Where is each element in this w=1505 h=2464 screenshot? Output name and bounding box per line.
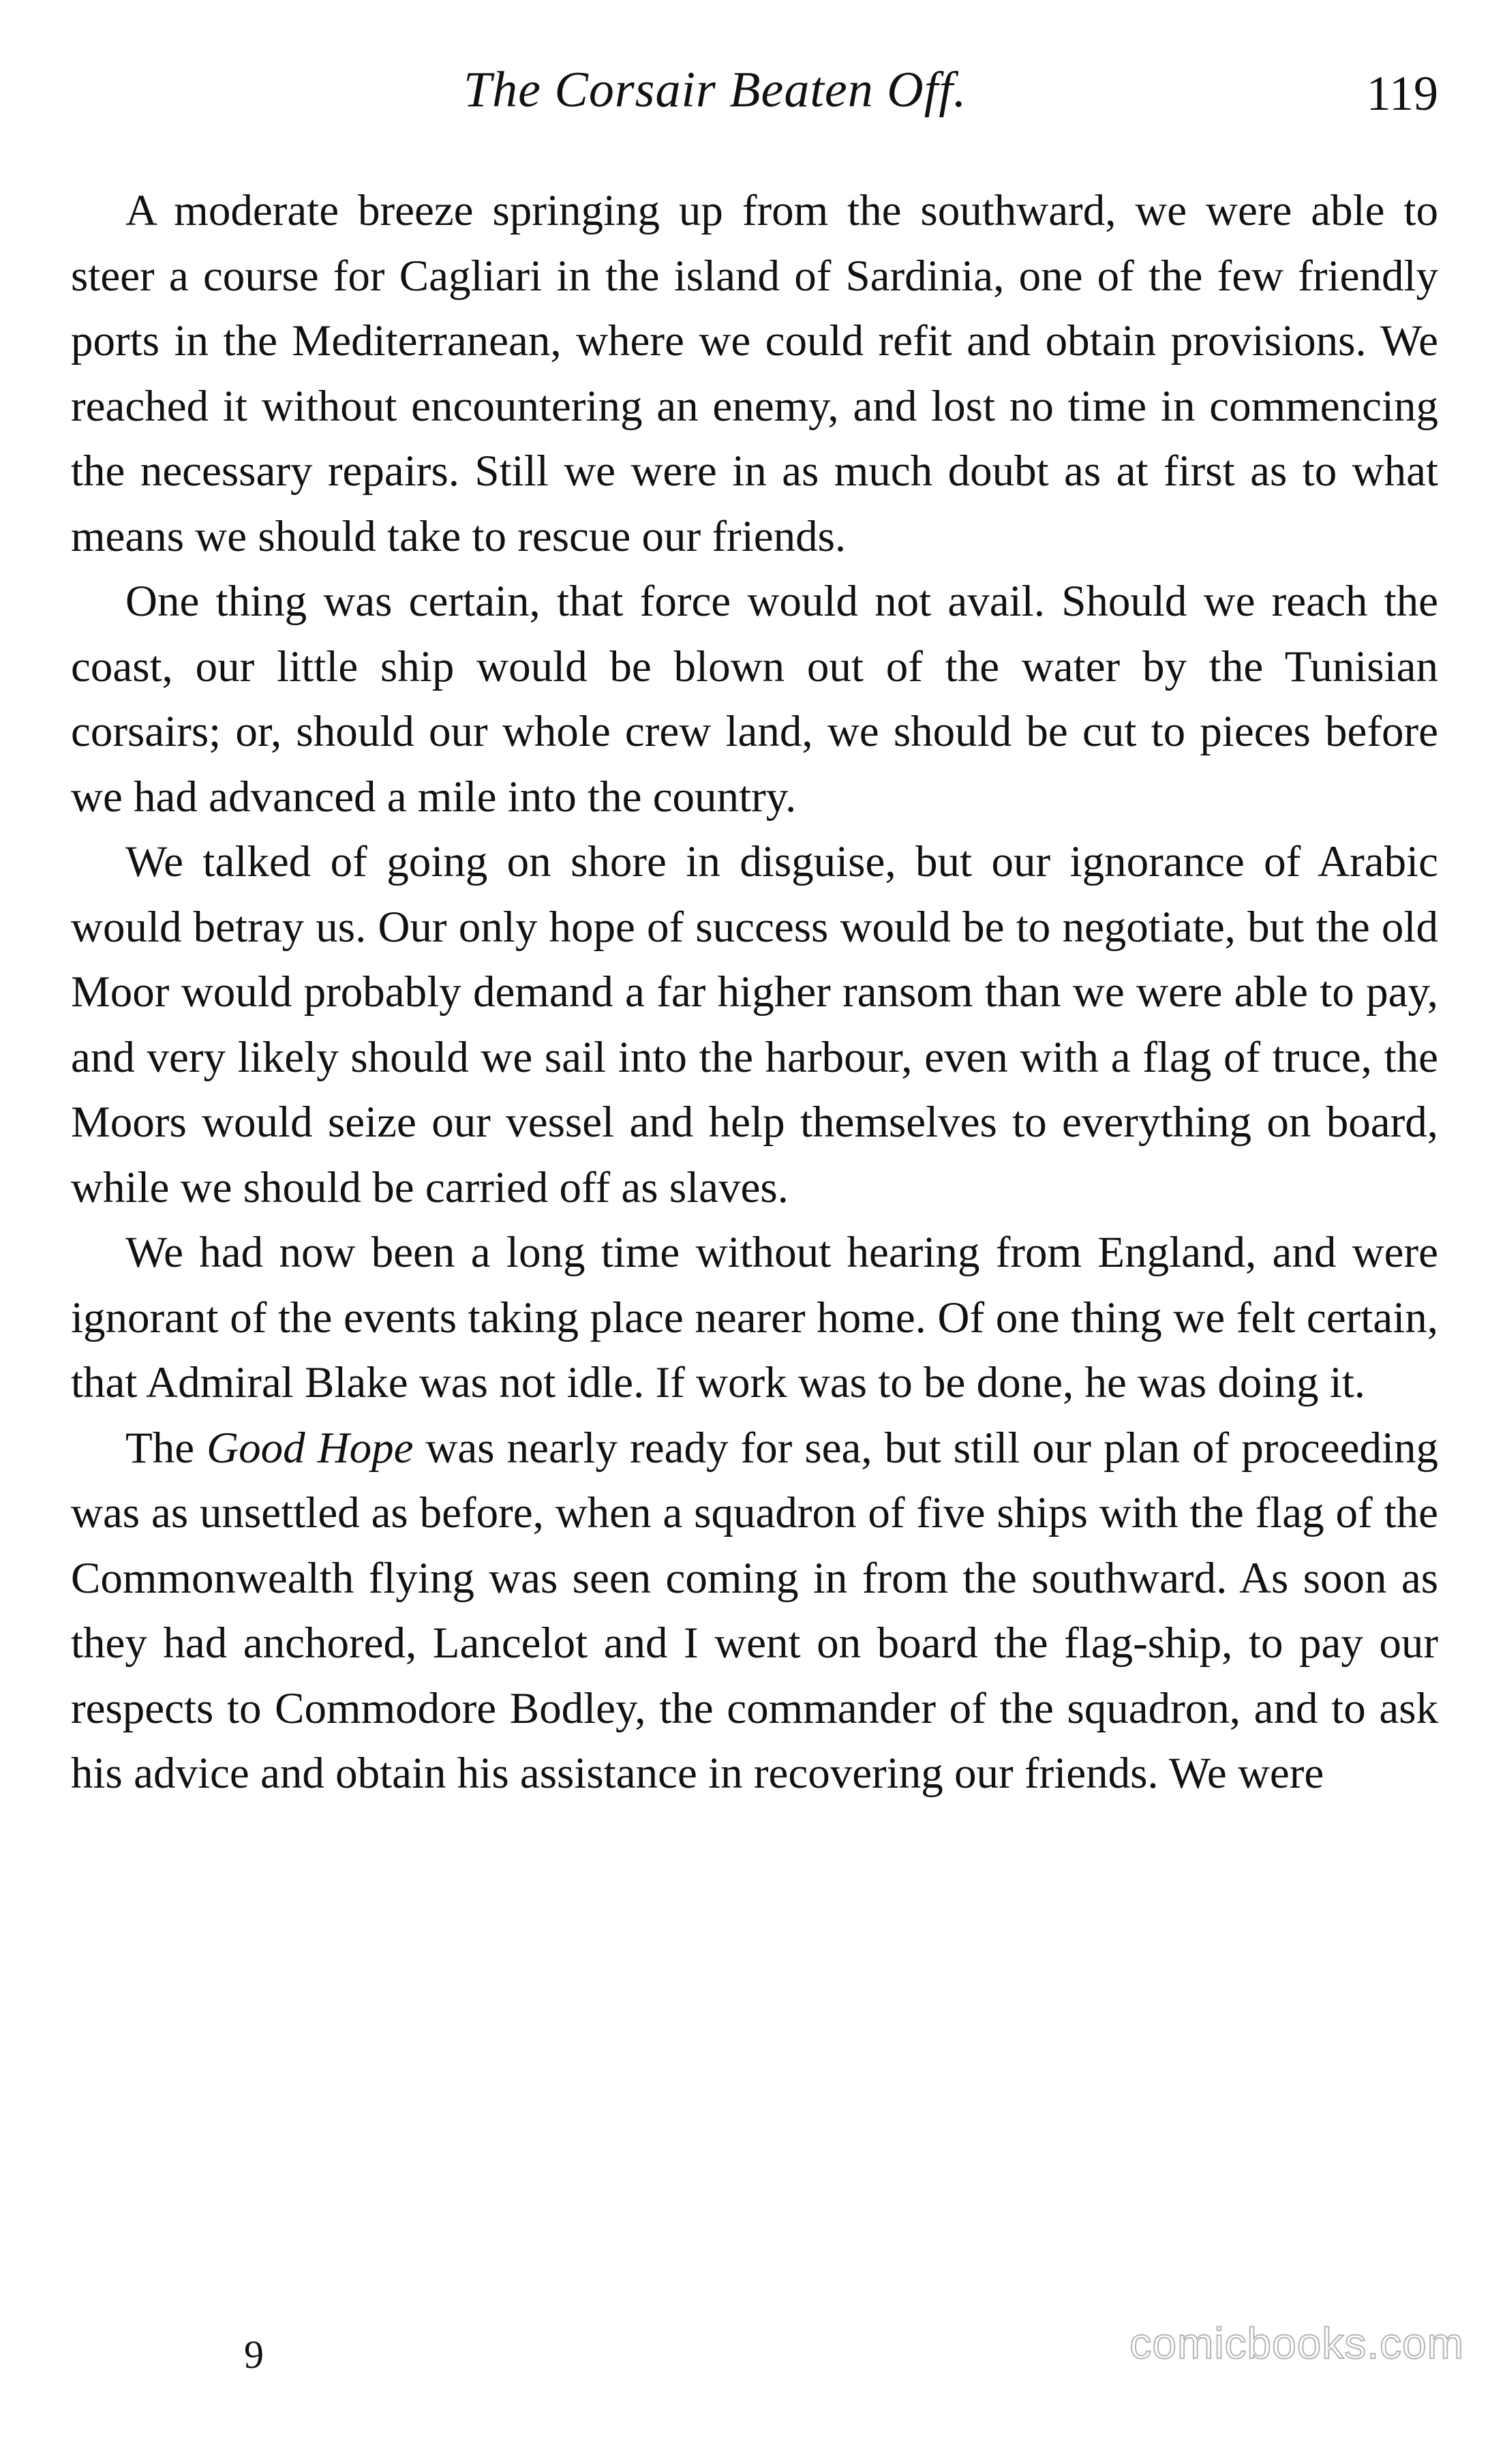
page-number: 119 — [1366, 66, 1438, 121]
paragraph-4: We had now been a long time without hearing from England, and were ignorant of the events taking place nearer home. Of one thing we felt certain, that Admiral Blake was not idle. If work was to be done, he was doing it. — [71, 1228, 1438, 1407]
body-text — [71, 179, 1438, 1807]
watermark: comicbooks.com — [1129, 2319, 1464, 2368]
paragraph-2: One thing was certain, that force would not avail. Should we reach the coast, our little ship would be blown out of the water by the Tunisian corsairs; or, should our whole crew land, we should be cut to pieces before we had advanced a mile into the country. — [71, 577, 1438, 822]
page-header — [68, 61, 1438, 136]
paragraph-5-start: The — [125, 1423, 207, 1473]
paragraph-5 — [71, 1416, 1438, 1807]
signature-mark: 9 — [244, 2332, 264, 2377]
paragraph-1: A moderate breeze springing up from the southward, we were able to steer a course for Cagliari in the island of Sardinia, one of the few friendly ports in the Mediterranean, where we could refit and obtain provisions. We reached it without encountering an enemy, and lost no time in commencing the necessary repairs. Still we were in as much doubt as at first as to what means we should take to rescue our friends. — [71, 186, 1438, 561]
running-title: The Corsair Beaten Off. — [463, 62, 967, 118]
paragraph-5-rest: was nearly ready for sea, but still our plan of proceeding was as unsettled as before, when a squadron of five ships with the flag of the Commonwealth flying was seen coming in from the southward. As soon as they had anchored, Lancelot and I went on board the flag-ship, to pay our respects to Commodore Bodley, the commander of the squadron, and to ask his advice and obtain his assistance in recovering our friends. We were — [71, 1423, 1439, 1798]
ship-name: Good Hope — [207, 1423, 414, 1473]
paragraph-3: We talked of going on shore in disguise, but our ignorance of Arabic would betray us. Our only hope of success would be to negotiate, but the old Moor would probably demand a far higher ransom than we were able to pay, and very likely should we sail into the harbour, even with a flag of truce, the Moors would seize our vessel and help themselves to everything on board, while we should be carried off as slaves. — [71, 837, 1438, 1212]
